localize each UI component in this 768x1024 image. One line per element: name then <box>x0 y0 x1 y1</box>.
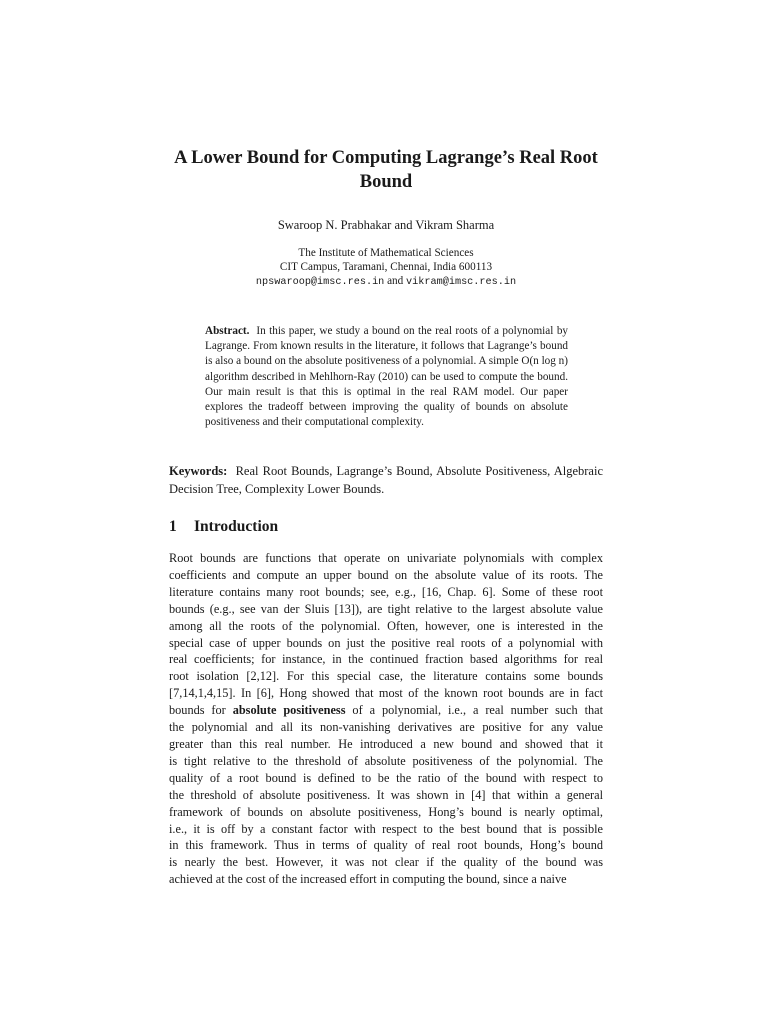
body-line: the polynomial and all its non-vanishing derivatives are positive for any value <box>169 720 603 735</box>
abstract-label: Abstract. <box>205 325 250 337</box>
body-line: [7,14,1,4,15]. In [6], Hong showed that most of the known root bounds are in fact <box>169 686 603 701</box>
section-number: 1 <box>169 518 177 535</box>
body-line: root isolation [2,12]. For this special case, the literature contains some bounds <box>169 669 603 684</box>
body-line: literature contains many root bounds; see, e.g., [16, Chap. 6]. Some of these root <box>169 584 603 599</box>
body-line: real coefficients; for instance, in the continued fraction based algorithms for real <box>169 652 603 667</box>
body-line-prefix: bounds for <box>169 703 233 718</box>
body-line: framework of bounds on absolute positiveness, Hong’s bound is nearly optimal, <box>169 804 603 819</box>
body-line: greater than this real number. He introduced a new bound and showed that it <box>169 736 603 751</box>
email-separator: and <box>384 275 407 287</box>
affiliation-block <box>169 246 603 290</box>
body-line: the threshold of absolute positiveness. It was shown in [4] that within a general <box>169 787 603 802</box>
body-line: bounds (e.g., see van der Sluis [13]), are tight relative to the largest absolute value <box>169 601 603 616</box>
body-line: i.e., it is off by a constant factor with respect to the best bound that is possible <box>169 821 603 836</box>
body-line <box>169 702 603 719</box>
affiliation-emails <box>169 274 603 290</box>
body-line: is nearly the best. However, it was not clear if the quality of the bound was <box>169 855 603 870</box>
email-2[interactable]: vikram@imsc.res.in <box>406 277 517 288</box>
body-line: special case of upper bounds on just the positive real roots of a polynomial with <box>169 635 603 650</box>
affiliation-line-2: CIT Campus, Taramani, Chennai, India 600113 <box>279 261 493 273</box>
keywords-label: Keywords: <box>169 464 228 478</box>
section-title: Introduction <box>194 518 279 535</box>
body-line: Root bounds are functions that operate on univariate polynomials with complex <box>169 551 603 565</box>
affiliation-line-1: The Institute of Mathematical Sciences <box>298 247 474 259</box>
body-line: is tight relative to the threshold of absolute positiveness of the polynomial. The <box>169 753 603 768</box>
absolute-positiveness-term: absolute positiveness <box>232 703 346 718</box>
paper-title: A Lower Bound for Computing Lagrange’s Real Root Bound <box>174 148 598 192</box>
body-line: quality of a root bound is defined to be the ratio of the bound with respect to <box>169 770 603 785</box>
body-line: achieved at the cost of the increased effort in computing the bound, since a naive <box>169 872 567 887</box>
body-line: coefficients and compute an upper bound on the absolute value of its roots. The <box>169 567 603 582</box>
keywords <box>169 463 603 498</box>
section-heading <box>169 517 603 537</box>
body-line: among all the roots of the polynomial. Often, however, one is interested in the <box>169 618 603 633</box>
keywords-text: Real Root Bounds, Lagrange’s Bound, Absolute Positiveness, Algebraic Decision Tree, Complexity Lower Bounds. <box>169 464 604 496</box>
email-1[interactable]: npswaroop@imsc.res.in <box>255 277 385 288</box>
body-line: in this framework. Thus in terms of quality of real root bounds, Hong’s bound <box>169 838 603 853</box>
paper-authors: Swaroop N. Prabhakar and Vikram Sharma <box>277 218 495 232</box>
body-line-suffix: of a polynomial, i.e., a real number such that <box>345 703 604 718</box>
abstract-text: In this paper, we study a bound on the real roots of a polynomial by Lagrange. From known results in the literature, it follows that Lagrange’s bound is also a bound on the absolute positiveness of a polynomial. A simple O(n log n) algorithm described in Mehlhorn-Ray (2010) can be used to compute the bound. Our main result is that this is optimal in the real RAM model. Our paper explores the tradeoff between improving the quality of bounds on absolute positiveness and their computational complexity. <box>205 325 569 429</box>
introduction-body <box>169 550 603 888</box>
abstract <box>205 324 568 430</box>
